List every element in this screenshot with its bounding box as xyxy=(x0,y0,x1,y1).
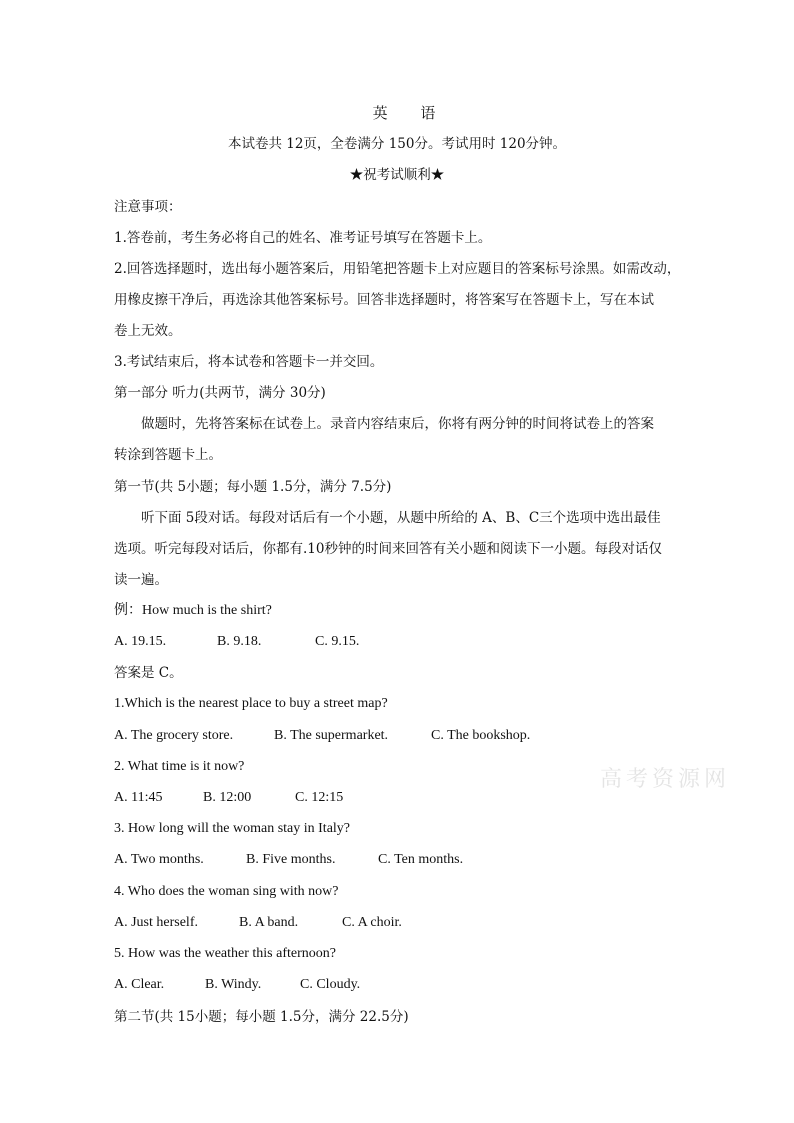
question-5-option-b: B. Windy. xyxy=(205,977,262,992)
question-3: 3. How long will the woman stay in Italy? xyxy=(114,821,351,836)
part-1-heading: 第一部分 听力(共两节，满分 30分) xyxy=(114,385,326,401)
note-item-1: 1.答卷前，考生务必将自己的姓名、准考证号填写在答题卡上。 xyxy=(114,230,492,246)
example-question: 例：How much is the shirt? xyxy=(114,603,272,618)
part-1-instruction-line-2: 转涂到答题卡上。 xyxy=(114,447,222,463)
section-1-instruction-line-1: 听下面 5段对话。每段对话后有一个小题，从题中所给的 A、B、C三个选项中选出最佳 xyxy=(141,510,661,526)
question-2-option-a: A. 11:45 xyxy=(114,790,163,805)
example-option-b: B. 9.18. xyxy=(217,634,262,649)
watermark-text: 高考资源网 xyxy=(600,767,731,792)
note-item-3: 3.考试结束后，将本试卷和答题卡一并交回。 xyxy=(114,354,384,370)
question-1-option-a: A. The grocery store. xyxy=(114,728,234,743)
question-1-option-b: B. The supermarket. xyxy=(274,728,389,743)
exam-info: 本试卷共 12页，全卷满分 150分。考试用时 120分钟。 xyxy=(227,136,567,152)
note-item-2-line-1: 2.回答选择题时，选出每小题答案后，用铅笔把答题卡上对应题目的答案标号涂黑。如需改动， xyxy=(114,261,681,277)
section-1-instruction-line-3: 读一遍。 xyxy=(114,572,168,588)
question-2-option-c: C. 12:15 xyxy=(295,790,344,805)
question-4-option-c: C. A choir. xyxy=(342,915,402,930)
example-option-c: C. 9.15. xyxy=(315,634,360,649)
section-1-heading: 第一节(共 5小题；每小题 1.5分，满分 7.5分) xyxy=(114,479,392,495)
notes-heading: 注意事项： xyxy=(114,199,182,215)
question-5-option-c: C. Cloudy. xyxy=(300,977,361,992)
question-2-option-b: B. 12:00 xyxy=(203,790,252,805)
question-4-option-b: B. A band. xyxy=(239,915,299,930)
question-3-option-c: C. Ten months. xyxy=(378,852,464,867)
question-3-option-b: B. Five months. xyxy=(246,852,336,867)
question-4: 4. Who does the woman sing with now? xyxy=(114,884,339,899)
good-luck-line: ★祝考试顺利★ xyxy=(349,167,445,183)
section-2-heading: 第二节(共 15小题；每小题 1.5分，满分 22.5分) xyxy=(114,1009,409,1025)
note-item-2-line-3: 卷上无效。 xyxy=(114,323,182,339)
example-answer: 答案是 C。 xyxy=(114,665,183,681)
question-1: 1.Which is the nearest place to buy a street map? xyxy=(114,696,388,711)
example-option-a: A. 19.15. xyxy=(114,634,167,649)
question-2: 2. What time is it now? xyxy=(114,759,245,774)
question-3-option-a: A. Two months. xyxy=(114,852,204,867)
note-item-2-line-2: 用橡皮擦干净后，再选涂其他答案标号。回答非选择题时，将答案写在答题卡上，写在本试 xyxy=(114,292,654,308)
section-1-instruction-line-2: 选项。听完每段对话后，你都有.10秒钟的时间来回答有关小题和阅读下一小题。每段对话仅 xyxy=(114,541,662,557)
question-4-option-a: A. Just herself. xyxy=(114,915,198,930)
question-1-option-c: C. The bookshop. xyxy=(431,728,531,743)
question-5-option-a: A. Clear. xyxy=(114,977,165,992)
page-title: 英 语 xyxy=(372,104,450,122)
question-5: 5. How was the weather this afternoon? xyxy=(114,946,336,961)
part-1-instruction-line-1: 做题时，先将答案标在试卷上。录音内容结束后，你将有两分钟的时间将试卷上的答案 xyxy=(141,416,654,432)
